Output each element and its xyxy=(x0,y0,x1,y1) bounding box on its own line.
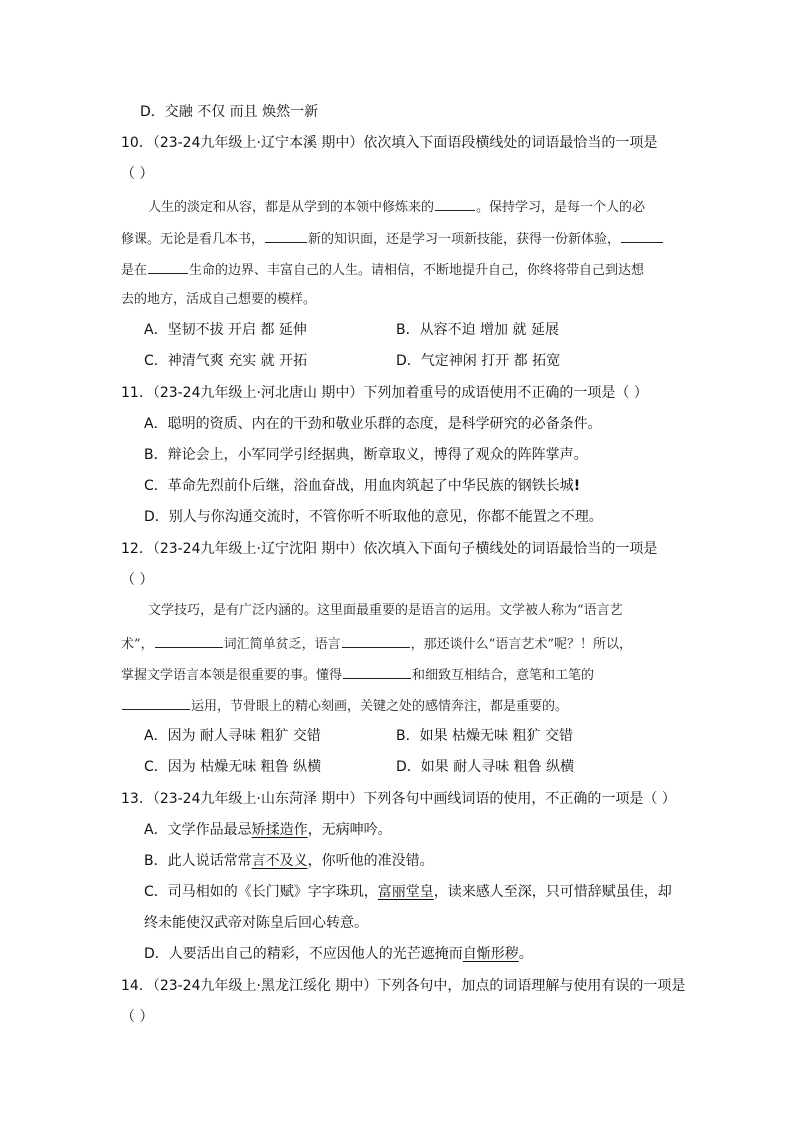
q10-answer-paren: （ ） xyxy=(121,166,154,182)
q10-passage-line-1: 人生的淡定和从容，都是从学到的本领中修炼来的 。保持学习，是每一个人的必 xyxy=(148,196,645,218)
q13-underlined-term-b: 言不及义 xyxy=(251,853,308,869)
q11-option-b: B．辩论会上，小军同学引经据典，断章取义，博得了观众的阵阵掌声。 xyxy=(144,447,588,463)
q12-passage-line-3: 掌握文学语言本领是很重要的事。懂得 和细致互相结合，意笔和工笔的 xyxy=(121,664,594,686)
q10-option-c: C．神清气爽 充实 就 开拓 xyxy=(144,353,308,369)
q11-option-c: C．革命先烈前仆后继，浴血奋战，用血肉筑起了中华民族的钢铁长城! xyxy=(144,478,581,494)
q10-passage-line-4: 去的地方，活成自己想要的模样。 xyxy=(121,292,317,307)
q14-stem: 14．（23-24九年级上·黑龙江绥化 期中）下列各句中，加点的词语理解与使用有误的一项是 xyxy=(121,978,686,994)
q11-option-a: A．聪明的资质、内在的干劲和敬业乐群的态度，是科学研究的必备条件。 xyxy=(144,416,602,432)
q13-option-b: B．此人说话常常言不及义，你听他的准没错。 xyxy=(144,853,434,869)
q10-option-b: B．从容不迫 增加 就 延展 xyxy=(396,322,559,338)
q12-stem: 12．（23-24九年级上·辽宁沈阳 期中）依次填入下面句子横线处的词语最恰当的一项是 xyxy=(121,541,658,557)
q12-answer-paren: （ ） xyxy=(121,572,154,588)
q10-option-d: D．气定神闲 打开 都 拓宽 xyxy=(396,353,561,369)
q12-blank-3 xyxy=(343,664,411,679)
q10-blank-3 xyxy=(621,228,663,243)
q11-stem: 11．（23-24九年级上·河北唐山 期中）下列加着重号的成语使用不正确的一项是（ ） xyxy=(121,385,648,401)
q13-option-c: C．司马相如的《长门赋》字字珠玑，富丽堂皇，读来感人至深，只可惜辞赋虽佳，却 xyxy=(144,884,672,900)
q12-option-d: D．如果 耐人寻味 粗鲁 纵横 xyxy=(396,759,575,775)
q12-passage-line-1: 文学技巧，是有广泛内涵的。这里面最重要的是语言的运用。文学被人称为“语言艺 xyxy=(148,603,623,618)
q12-passage-line-4: 运用，节骨眼上的精心刻画，关键之处的感情奔注，都是重要的。 xyxy=(121,695,568,717)
q11-option-d: D．别人与你沟通交流时，不管你听不听取他的意见，你都不能置之不理。 xyxy=(144,509,603,525)
q12-blank-1 xyxy=(155,633,223,648)
q14-answer-paren: （ ） xyxy=(121,1009,154,1025)
q13-option-c-line-2: 终未能使汉武帝对陈皇后回心转意。 xyxy=(144,915,368,931)
q9-option-d: D．交融 不仅 而且 焕然一新 xyxy=(140,104,319,120)
q13-stem: 13．（23-24九年级上·山东菏泽 期中）下列各句中画线词语的使用，不正确的一项是（ ） xyxy=(121,791,676,807)
q13-underlined-term-c: 富丽堂皇 xyxy=(377,884,434,900)
q10-blank-4 xyxy=(148,259,188,274)
q10-blank-2 xyxy=(265,228,307,243)
q10-passage-line-2: 修课。无论是看几本书， 新的知识面，还是学习一项新技能，获得一份新体验， xyxy=(121,228,664,250)
q12-option-c: C．因为 枯燥无味 粗鲁 纵横 xyxy=(144,759,322,775)
q12-passage-line-2: 术”， 词汇简单贫乏，语言 ，那还谈什么“语言艺术”呢？！所以， xyxy=(121,633,632,655)
q12-blank-4 xyxy=(122,695,190,710)
q10-blank-1 xyxy=(435,196,475,211)
q12-option-a: A．因为 耐人寻味 粗犷 交错 xyxy=(144,728,321,744)
q12-blank-2 xyxy=(342,633,410,648)
q13-underlined-term-d: 自惭形秽 xyxy=(462,946,519,962)
q13-underlined-term-a: 矫揉造作 xyxy=(251,822,308,838)
q13-option-d: D．人要活出自己的精彩，不应因他人的光芒遮掩而自惭形秽。 xyxy=(144,946,533,962)
q10-passage-line-3: 是在 生命的边界、丰富自己的人生。请相信，不断地提升自己，你终将带自己到达想 xyxy=(121,259,644,281)
q10-stem: 10．（23-24九年级上·辽宁本溪 期中）依次填入下面语段横线处的词语最恰当的一项是 xyxy=(121,135,658,151)
q12-option-b: B．如果 枯燥无味 粗犷 交错 xyxy=(396,728,573,744)
q13-option-a: A．文学作品最忌矫揉造作，无病呻吟。 xyxy=(144,822,392,838)
q10-option-a: A．坚韧不拔 开启 都 延伸 xyxy=(144,322,307,338)
